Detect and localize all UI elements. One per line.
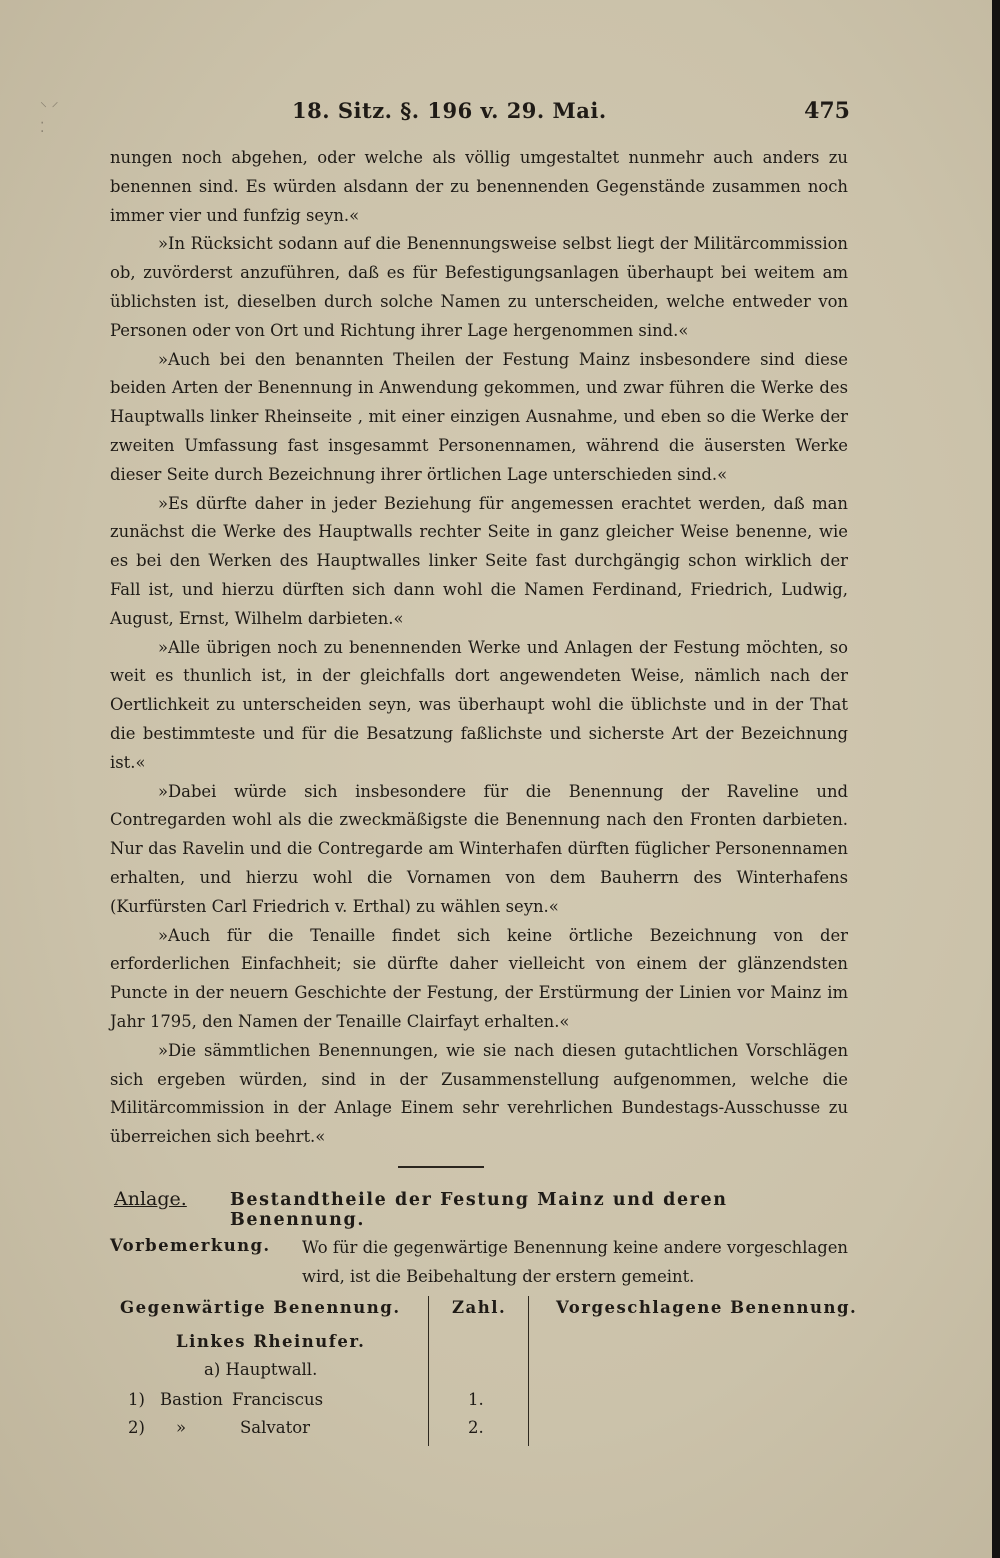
running-head-title: 18. Sitz. §. 196 v. 29. Mai. [292,98,607,123]
paragraph: »Alle übrigen noch zu benennenden Werke und Anlagen der Festung möchten, so weit es thunlich ist, in der gleichfalls dort angewendeten Weise, nämlich nach der Oertlichkeit zu unterscheiden seyn, was überhaupt wohl die üblichste und in der That die bestimmteste und für die Besatzung faßlichste und sicherste Art der Bezeichnung ist.« [110,637,848,772]
row-name: Franciscus [232,1390,324,1409]
table-header-number: Zahl. [452,1298,507,1317]
paragraph: »Auch bei den benannten Theilen der Festung Mainz insbesondere sind diese beiden Arten der Benennung in Anwendung gekommen, und zwar führen die Werke des Hauptwalls linker Rheinseite , mit einer einzigen Ausnahme, und eben so die Werke der zweiten Umfassung fast insgesammt Personennamen, während die äusersten Werke dieser Seite durch Bezeichnung ihrer örtlichen Lage unterschieden sind.« [110,349,848,484]
annex-label: Anlage. [114,1188,187,1210]
paragraph: »Die sämmtlichen Benennungen, wie sie nach diesen gutachtlichen Vorschlägen sich ergeben würden, sind in der Zusammenstellung aufgenommen, welche die Militärcommission in der Anlage Einem sehr verehrlichen Bundestags-Ausschusse zu überreichen sich beehrt.« [110,1040,848,1147]
margin-marks: ⸌ ⸍ ⁚ [40,100,59,136]
section-divider [398,1166,484,1168]
row-number: 2. [468,1418,484,1437]
paragraph: »In Rücksicht sodann auf die Benennungsweise selbst liegt der Militärcommission ob, zuvörderst anzuführen, daß es für Befestigungsanlagen überhaupt bei weitem am üblichsten ist, dieselben durch solche Namen zu unterscheiden, welche entweder von Personen oder von Ort und Richtung ihrer Lage hergenommen sind.« [110,234,848,340]
body-text [110,144,848,1152]
row-index: 1) [128,1390,145,1409]
running-head [110,98,850,128]
row-name: Salvator [240,1418,311,1437]
row-type: » [176,1418,187,1437]
row-type: Bastion [160,1390,223,1409]
paragraph: »Es dürfte daher in jeder Beziehung für angemessen erachtet werden, daß man zunächst die Werke des Hauptwalls rechter Seite in ganz gleicher Weise benenne, wie es bei den Werken des Hauptwalles linker Seite fast durchgängig schon wirklich der Fall ist, und hierzu dürften sich dann wohl die Namen Ferdinand, Friedrich, Ludwig, August, Ernst, Wilhelm darbieten.« [110,493,848,628]
remark-label: Vorbemerkung. [110,1236,271,1255]
table-header-proposed: Vorgeschlagene Benennung. [556,1298,858,1317]
annex-title: Bestandtheile der Festung Mainz und deren Benennung. [230,1190,728,1230]
column-divider [428,1296,429,1446]
row-number: 1. [468,1390,484,1409]
remark-text: Wo für die gegenwärtige Benennung keine andere vorgeschlagen wird, ist die Beibehaltung der erstern gemeint. [302,1238,848,1286]
row-index: 2) [128,1418,145,1437]
annex-heading [110,1188,848,1230]
table-section-label: Linkes Rheinufer. [176,1332,366,1351]
page-number: 475 [804,98,850,124]
paragraph: »Dabei würde sich insbesondere für die Benennung der Raveline und Contregarden wohl als die zweckmäßigste die Benennung nach den Fronten darbieten. Nur das Ravelin und die Contregarde am Winterhafen dürften füglicher Personennamen erhalten, und hierzu wohl die Vornamen von dem Bauherrn des Winterhafens (Kurfürsten Carl Friedrich v. Erthal) zu wählen seyn.« [110,781,848,916]
table-subsection-label: a) Hauptwall. [204,1360,318,1379]
table-header-current: Gegenwärtige Benennung. [120,1298,401,1317]
paragraph: »Auch für die Tenaille findet sich keine örtliche Bezeichnung von der erforderlichen Einfachheit; sie dürfte daher vielleicht von einem der glänzendsten Puncte in der neuern Geschichte der Festung, der Erstürmung der Linien vor Mainz im Jahr 1795, den Namen der Tenaille Clairfayt erhalten.« [110,925,848,1031]
column-divider [528,1296,529,1446]
page-edge [992,0,1000,1558]
paragraph: nungen noch abgehen, oder welche als völlig umgestaltet nunmehr auch anders zu benennen sind. Es würden alsdann der zu benennenden Gegenstände zusammen noch immer vier und funfzig seyn.« [110,148,848,225]
